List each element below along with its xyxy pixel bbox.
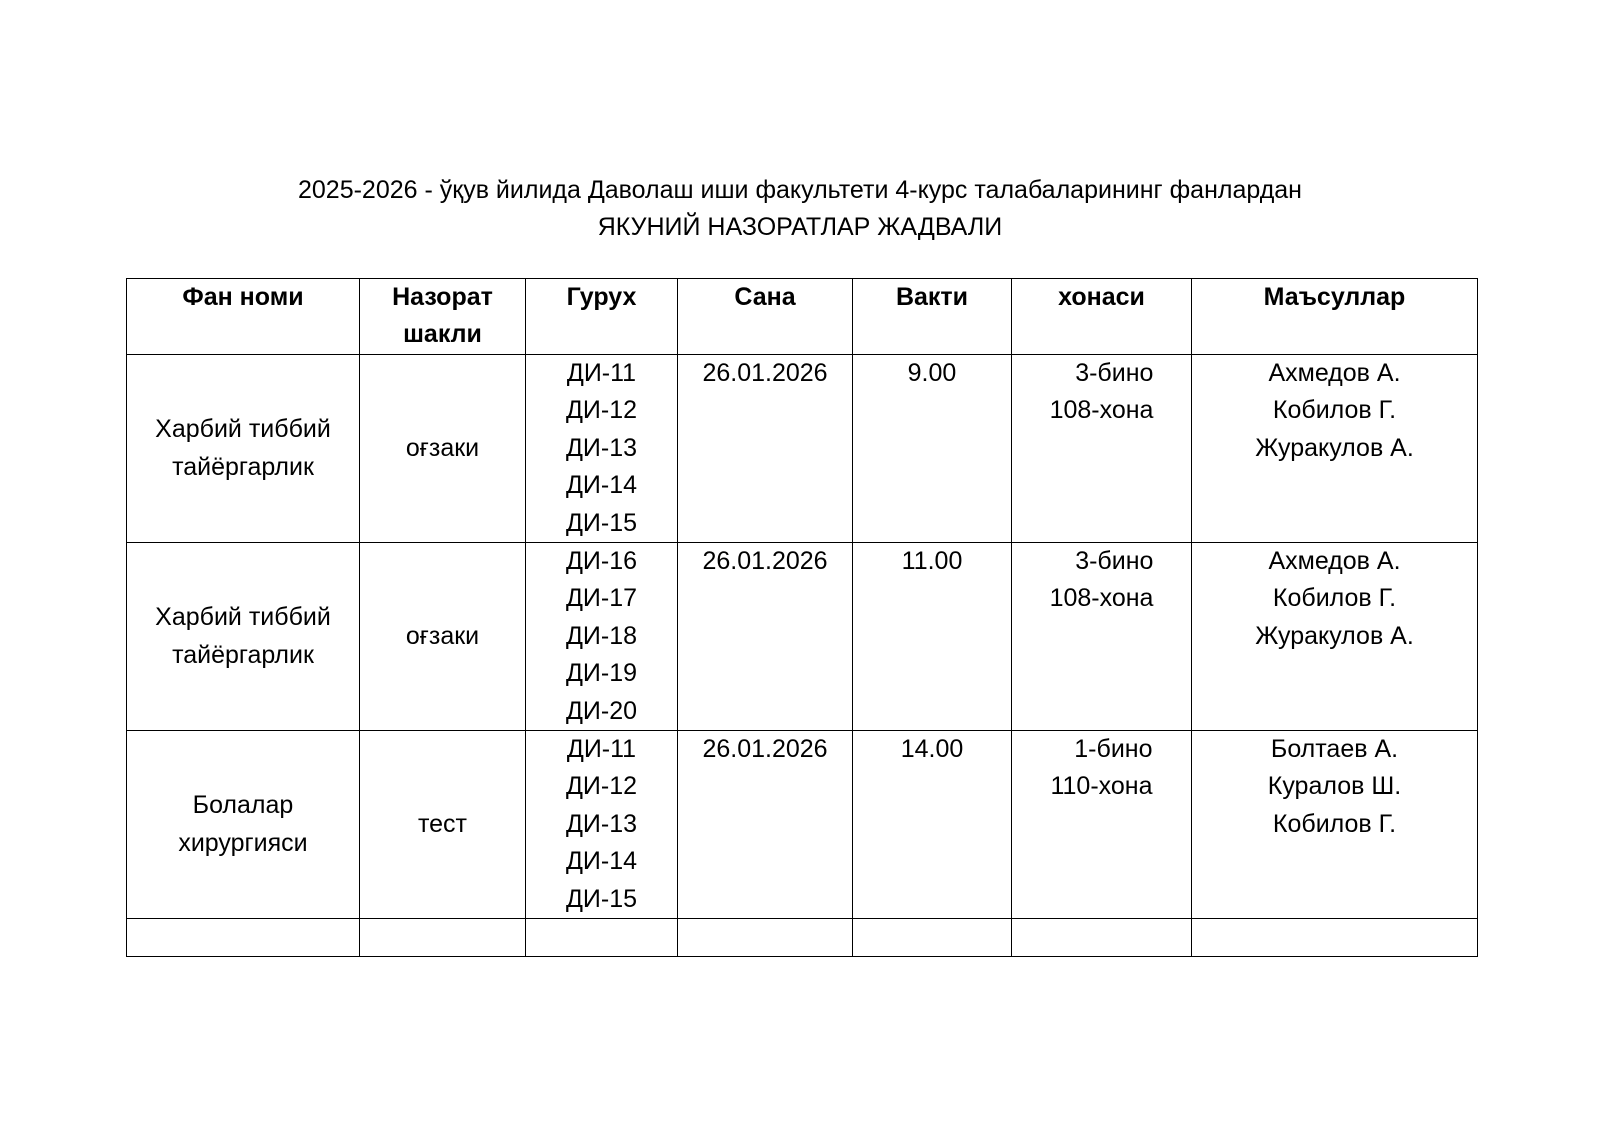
room-building: 3-бино <box>1075 359 1154 387</box>
responsible-person: Кобилов Г. <box>1272 584 1397 613</box>
group-item: ДИ-11 <box>566 359 637 387</box>
room-cell <box>1012 731 1192 919</box>
group-item: ДИ-20 <box>565 696 638 725</box>
group-item: ДИ-18 <box>565 621 638 650</box>
group-item: ДИ-17 <box>565 584 638 613</box>
groups-cell <box>526 355 678 543</box>
room-cell <box>1012 543 1192 731</box>
control-form-cell: тест <box>360 731 526 919</box>
subject-line-2: хирургияси <box>178 828 308 857</box>
header-date: Сана <box>678 279 853 355</box>
subject-line-1: Харбий тиббий <box>155 603 331 632</box>
responsible-person: Куралов Ш. <box>1267 772 1402 801</box>
header-responsible: Маъсуллар <box>1192 279 1478 355</box>
room-block <box>1050 731 1152 806</box>
group-item: ДИ-14 <box>565 847 638 876</box>
date-cell: 26.01.2026 <box>678 355 853 543</box>
table-row <box>127 731 1478 919</box>
time-cell: 11.00 <box>853 543 1012 731</box>
empty-cell <box>526 919 678 957</box>
room-block <box>1050 543 1154 618</box>
header-control-line-1: Назорат <box>392 283 493 311</box>
group-item: ДИ-14 <box>565 471 638 500</box>
responsible-cell <box>1192 355 1478 543</box>
subject-line-1: Болалар <box>192 791 294 820</box>
group-item: ДИ-13 <box>565 809 638 838</box>
title-line-2: ЯКУНИЙ НАЗОРАТЛАР ЖАДВАЛИ <box>597 213 1003 241</box>
date-cell: 26.01.2026 <box>678 543 853 731</box>
group-item: ДИ-12 <box>565 396 638 425</box>
date-cell: 26.01.2026 <box>678 731 853 919</box>
responsible-person: Журакулов А. <box>1255 433 1414 462</box>
control-form-cell: оғзаки <box>360 355 526 543</box>
time-cell: 9.00 <box>853 355 1012 543</box>
empty-cell <box>1192 919 1478 957</box>
empty-table-row <box>127 919 1478 957</box>
room-number: 108-хона <box>1049 396 1154 425</box>
room-building: 3-бино <box>1075 547 1154 576</box>
header-control-line-2: шакли <box>403 320 482 349</box>
responsible-person: Ахмедов А. <box>1268 359 1401 387</box>
groups-cell <box>526 543 678 731</box>
group-item: ДИ-12 <box>565 772 638 801</box>
groups-cell <box>526 731 678 919</box>
table-row <box>127 543 1478 731</box>
room-building: 1-бино <box>1074 735 1153 764</box>
header-subject: Фан номи <box>127 279 360 355</box>
time-cell: 14.00 <box>853 731 1012 919</box>
title-line-1: 2025-2026 - ўқув йилида Даволаш иши факультети 4-курс талабаларининг фанлардан <box>297 176 1302 204</box>
exam-schedule-table <box>126 278 1478 957</box>
subject-cell <box>127 731 360 919</box>
subject-line-2: тайёргарлик <box>172 640 314 669</box>
empty-cell <box>360 919 526 957</box>
document-title <box>0 172 1600 246</box>
responsible-cell <box>1192 731 1478 919</box>
responsible-person: Журакулов А. <box>1255 621 1414 650</box>
room-cell <box>1012 355 1192 543</box>
subject-cell <box>127 355 360 543</box>
subject-line-2: тайёргарлик <box>172 452 314 481</box>
responsible-person: Болтаев А. <box>1270 735 1399 764</box>
control-form-cell: оғзаки <box>360 543 526 731</box>
room-number: 108-хона <box>1049 584 1154 613</box>
group-item: ДИ-13 <box>565 433 638 462</box>
responsible-cell <box>1192 543 1478 731</box>
empty-cell <box>678 919 853 957</box>
room-number: 110-хона <box>1050 772 1153 801</box>
header-room: хонаси <box>1012 279 1192 355</box>
group-item: ДИ-15 <box>565 508 638 537</box>
header-control-form <box>360 279 526 355</box>
responsible-person: Ахмедов А. <box>1268 547 1401 576</box>
responsible-person: Кобилов Г. <box>1272 396 1397 425</box>
responsible-person: Кобилов Г. <box>1272 809 1397 838</box>
header-group: Гурух <box>526 279 678 355</box>
header-time: Вакти <box>853 279 1012 355</box>
group-item: ДИ-16 <box>565 547 638 576</box>
empty-cell <box>1012 919 1192 957</box>
empty-cell <box>853 919 1012 957</box>
subject-line-1: Харбий тиббий <box>155 415 331 444</box>
table-row <box>127 355 1478 543</box>
empty-cell <box>127 919 360 957</box>
room-block <box>1050 355 1154 430</box>
subject-cell <box>127 543 360 731</box>
group-item: ДИ-19 <box>565 659 638 688</box>
header-row <box>127 279 1478 355</box>
group-item: ДИ-15 <box>565 884 638 913</box>
group-item: ДИ-11 <box>566 735 637 764</box>
